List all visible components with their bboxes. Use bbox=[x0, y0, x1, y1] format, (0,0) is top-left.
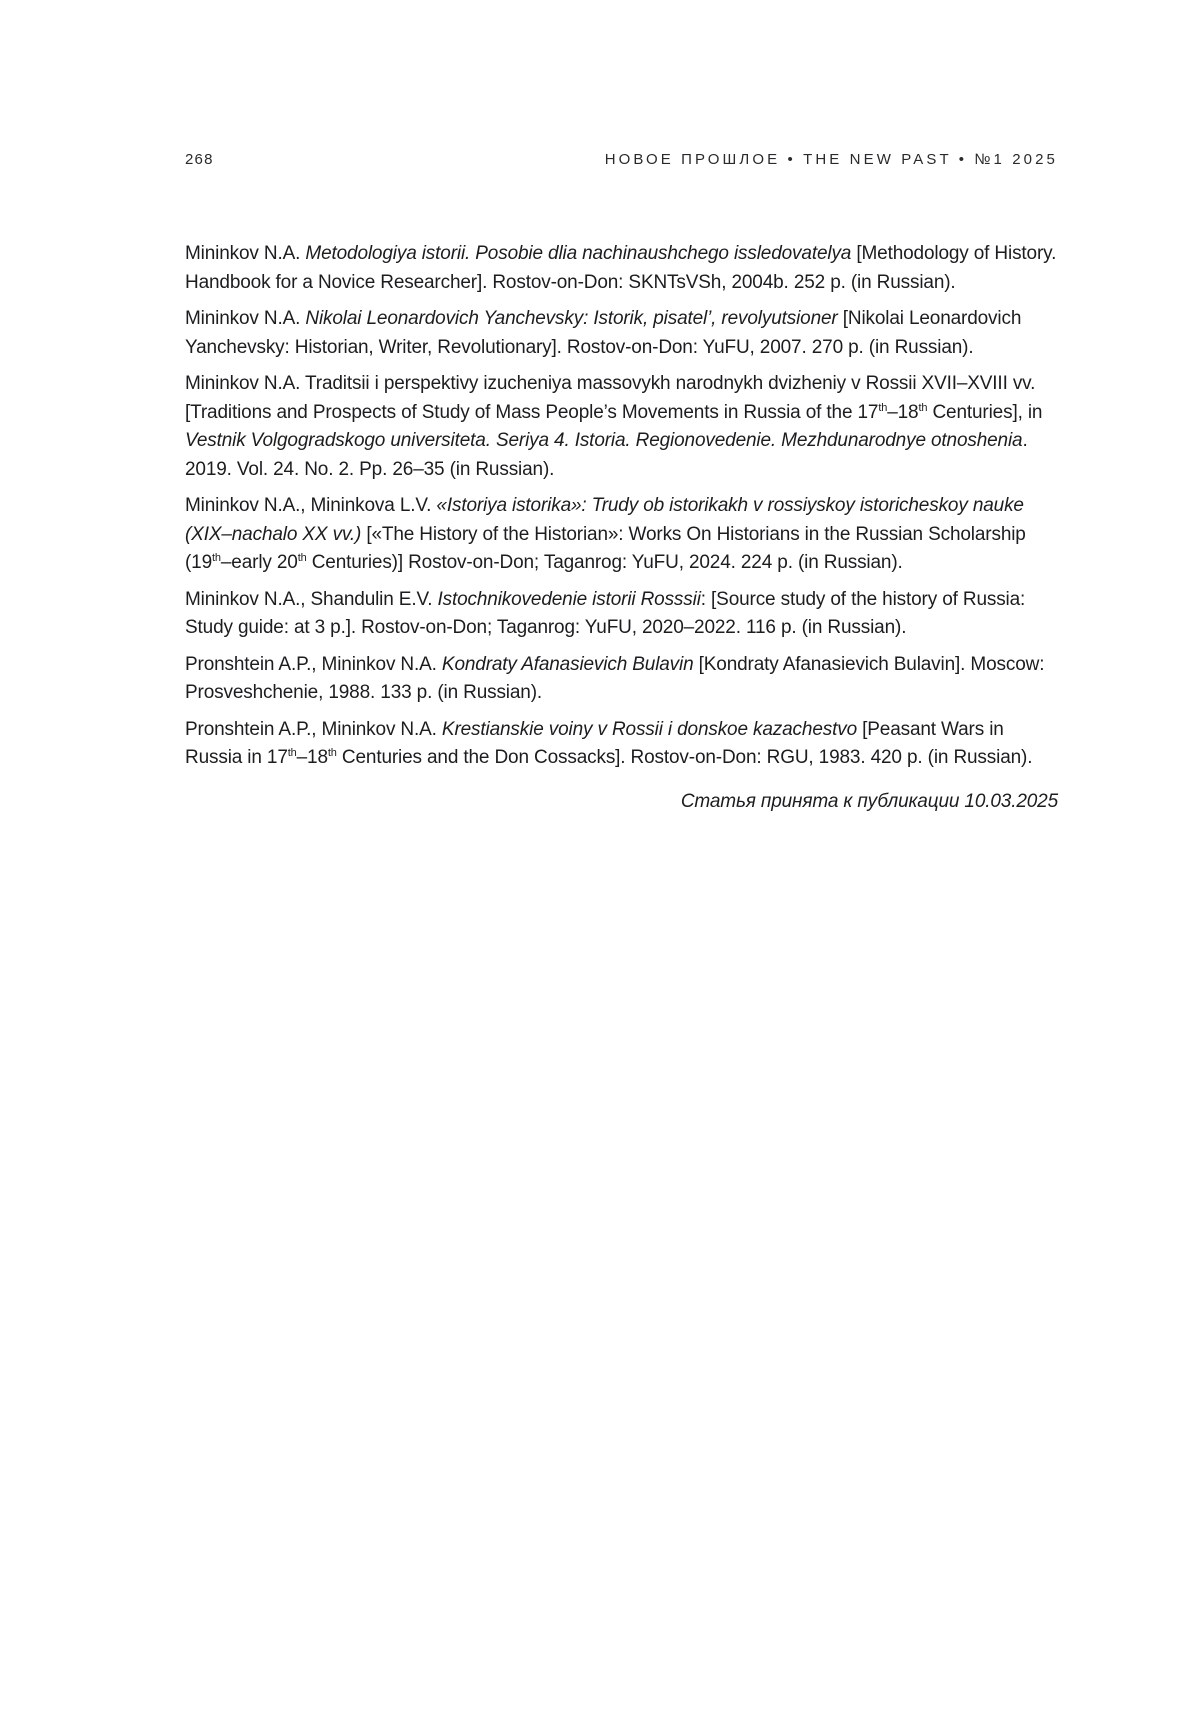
reference-title-italic: Istochnikovedenie istorii Rosssii bbox=[437, 588, 701, 610]
ordinal-superscript: th bbox=[878, 401, 888, 414]
reference-title-italic: Krestianskie voiny v Rossii i donskoe kazachestvo bbox=[441, 718, 857, 740]
ordinal-superscript: th bbox=[297, 552, 307, 564]
references-list bbox=[185, 240, 1058, 773]
reference-entry bbox=[185, 492, 1058, 578]
ordinal-superscript: th bbox=[918, 401, 928, 414]
reference-text: Mininkov N.A. Traditsii i perspektivy izucheniya massovykh narodnykh dvizheniy v Rossii XVII–XVIII vv. [Traditions and Prospects of Study of Mass People’s Movements in Russia of the 17 bbox=[185, 373, 1036, 423]
page-number: 268 bbox=[185, 151, 214, 168]
reference-text: Centuries], in bbox=[927, 401, 1043, 423]
reference-text: Mininkov N.A. bbox=[185, 308, 306, 329]
page-content bbox=[185, 240, 1058, 816]
reference-text: : [Source study of the history of Russia: Study guide: at 3 p.]. Rostov-on-Don; Taganrog: YuFU, 2020–2022. 116 p. (in Russian). bbox=[185, 588, 1026, 638]
reference-entry bbox=[185, 586, 1058, 643]
reference-text: Pronshtein A.P., Mininkov N.A. bbox=[185, 653, 442, 675]
reference-text: Mininkov N.A., Mininkova L.V. bbox=[185, 495, 437, 516]
reference-text: Mininkov N.A. bbox=[185, 243, 306, 264]
reference-text: . 2019. Vol. 24. No. 2. Pp. 26–35 (in Russian). bbox=[185, 430, 1028, 480]
reference-text: –early 20 bbox=[220, 552, 298, 573]
reference-text: Centuries and the Don Cossacks]. Rostov-on-Don: RGU, 1983. 420 p. (in Russian). bbox=[336, 747, 1033, 768]
ordinal-superscript: th bbox=[212, 552, 221, 564]
reference-text: [Kondraty Afanasievich Bulavin]. Moscow: Prosveshchenie, 1988. 133 p. (in Russian). bbox=[185, 653, 1045, 703]
reference-text: [«The History of the Historian»: Works On Historians in the Russian Scholarship (19 bbox=[185, 523, 1026, 573]
reference-text: [Nikolai Leonardovich Yanchevsky: Historian, Writer, Revolutionary]. Rostov-on-Don: YuFU, 2007. 270 p. (in Russian). bbox=[185, 308, 1022, 358]
ordinal-superscript: th bbox=[327, 747, 337, 759]
reference-text: –18 bbox=[296, 747, 328, 768]
reference-entry bbox=[185, 370, 1058, 484]
reference-entry bbox=[185, 651, 1058, 708]
acceptance-note: Статья принята к публикации 10.03.2025 bbox=[680, 790, 1058, 812]
reference-entry bbox=[185, 240, 1058, 297]
reference-text: Mininkov N.A., Shandulin E.V. bbox=[185, 588, 438, 610]
reference-text: –18 bbox=[887, 401, 919, 423]
reference-entry bbox=[185, 716, 1058, 773]
journal-running-head: НОВОЕ ПРОШЛОЕ • THE NEW PAST • №1 2025 bbox=[604, 151, 1058, 168]
ordinal-superscript: th bbox=[287, 747, 297, 759]
reference-title-italic: Metodologiya istorii. Posobie dlia nachinaushchego issledovatelya bbox=[305, 243, 852, 264]
reference-title-italic: Kondraty Afanasievich Bulavin bbox=[441, 653, 694, 675]
reference-text: Centuries)] Rostov-on-Don; Taganrog: YuFU, 2024. 224 p. (in Russian). bbox=[306, 552, 903, 573]
reference-title-italic: Nikolai Leonardovich Yanchevsky: Istorik, pisatel’, revolyutsioner bbox=[305, 308, 838, 329]
reference-title-italic: Vestnik Volgogradskogo universiteta. Seriya 4. Istoria. Regionovedenie. Mezhdunarodnye otnoshenia bbox=[185, 430, 1023, 451]
reference-text: Pronshtein A.P., Mininkov N.A. bbox=[185, 718, 442, 740]
page-header bbox=[185, 151, 1058, 168]
reference-text: [Methodology of History. Handbook for a Novice Researcher]. Rostov-on-Don: SKNTsVSh, 2004b. 252 p. (in Russian). bbox=[185, 243, 1057, 293]
reference-title-italic: «Istoriya istorika»: Trudy ob istorikakh v rossiyskoy istoricheskoy nauke (XIX–nachalo XX vv.) bbox=[185, 495, 1024, 545]
reference-entry bbox=[185, 305, 1058, 362]
reference-text: [Peasant Wars in Russia in 17 bbox=[185, 718, 1004, 768]
